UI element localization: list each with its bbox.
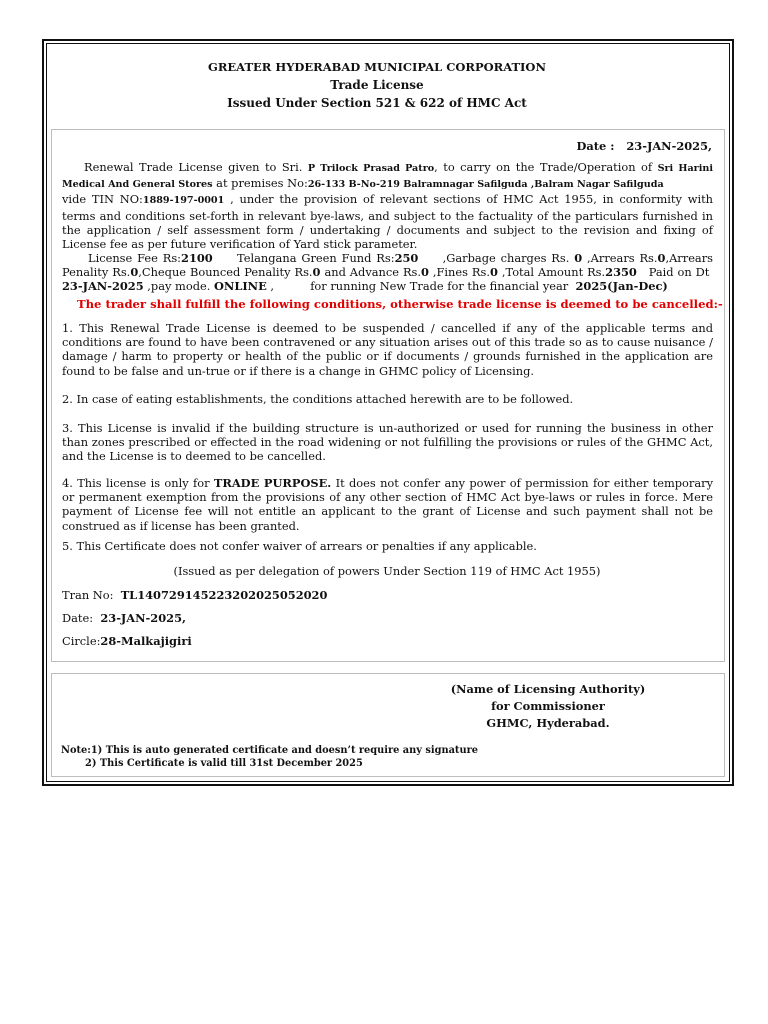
fines-label: ,Fines Rs. xyxy=(432,265,490,280)
financial-year: 2025(Jan-Dec) xyxy=(575,279,668,294)
section-title: Issued Under Section 521 & 622 of HMC Act xyxy=(227,96,527,110)
arrears-label: ,Arrears Rs. xyxy=(587,251,658,265)
circle-value: 28-Malkajigiri xyxy=(100,634,192,648)
renewal-text-4: vide TIN NO: xyxy=(62,192,143,207)
owner-name: P Trilock Prasad Patro xyxy=(307,163,435,174)
licensing-authority-for: for Commissioner xyxy=(491,699,605,713)
issue-date-label: Date : xyxy=(576,139,615,153)
circle-line xyxy=(62,634,192,648)
paymode-value: ONLINE xyxy=(213,279,267,294)
note-2: 2) This Certificate is valid till 31st December 2025 xyxy=(85,758,363,769)
cheque-value: 0 xyxy=(312,265,321,280)
total-value: 2350 xyxy=(605,265,637,280)
note-1: Note:1) This is auto generated certificate and doesn’t require any signature xyxy=(61,745,478,756)
advance-value: 0 xyxy=(421,265,429,280)
condition-4 xyxy=(62,476,713,533)
paid-label: Paid on xyxy=(648,265,692,280)
license-fee-label: License Fee Rs: xyxy=(88,251,182,265)
paymode-comma: , xyxy=(270,279,274,294)
cheque-label: ,Cheque Bounced Penality Rs. xyxy=(138,265,313,280)
issue-date-value: 23-JAN-2025, xyxy=(626,139,712,153)
org-title: GREATER HYDERABAD MUNICIPAL CORPORATION xyxy=(208,60,546,74)
delegation-note: (Issued as per delegation of powers Under Section 119 of HMC Act 1955) xyxy=(173,564,601,578)
renewal-paragraph xyxy=(62,160,713,251)
tin-number: 1889-197-0001 xyxy=(142,195,225,207)
renewal-text-2: , to carry on the Trade/Operation of xyxy=(434,160,653,174)
arrears-penalty-value: 0 xyxy=(130,265,139,280)
renewal-text-5: , under the provision of relevant sections of HMC Act 1955, in conformity with terms and conditions set-forth in relevant bye-laws, and subject to the factuality of the particulars furnished in the application / self assessment form / undertaking / documents and subject to the revision and fixing of License fee as per future verification of Yard stick parameter. xyxy=(62,192,714,252)
condition-4-text-b: It does not confer any power of permission for either temporary or permanent exemption from the provisions of any other section of HMC Act bye-laws or rules in force. Mere payment of License fee will not entitle an applicant to the grant of License and such payment shall not be construed as if license has been granted. xyxy=(62,476,714,533)
date2-value: 23-JAN-2025, xyxy=(100,611,186,625)
trade-purpose: TRADE PURPOSE. xyxy=(213,476,332,490)
condition-5: 5. This Certificate does not confer waiver of arrears or penalties if any applicable. xyxy=(62,539,537,553)
arrears-value: 0 xyxy=(657,251,666,265)
financial-year-label: for running New Trade for the financial year xyxy=(310,279,569,294)
advance-label: and Advance Rs. xyxy=(324,265,421,280)
condition-3: 3. This License is invalid if the building structure is un-authorized or used for running the business in other than zones prescribed or effected in the road widening or not fulfilling the provisions or rules of the GHMC Act, and the License is to deemed to be cancelled. xyxy=(62,421,713,464)
tran-label: Tran No: xyxy=(62,588,114,602)
green-fund-value: 250 xyxy=(394,251,419,265)
total-label: ,Total Amount Rs. xyxy=(501,265,606,280)
condition-2: 2. In case of eating establishments, the conditions attached herewith are to be followed. xyxy=(62,392,574,406)
date-line-2 xyxy=(62,611,186,625)
issue-date-line xyxy=(577,139,712,153)
circle-label: Circle: xyxy=(62,634,101,648)
condition-4-text-a: 4. This license is only for xyxy=(62,476,210,490)
paymode-label: ,pay mode. xyxy=(147,279,211,294)
licensing-authority-name: (Name of Licensing Authority) xyxy=(450,682,646,696)
tran-number: TL140729145223202025052020 xyxy=(120,588,328,602)
paid-date: 23-JAN-2025 xyxy=(62,279,144,294)
license-fee-value: 2100 xyxy=(181,251,213,265)
tran-line xyxy=(62,588,327,602)
date2-label: Date: xyxy=(62,611,94,625)
condition-1: 1. This Renewal Trade License is deemed to be suspended / cancelled if any of the applicable terms and conditions are found to have been contravened or any situation arises out of this trade so as to cause nuisance / damage / harm to property or health of the public or if documents / grounds furnished in the application are found to be false and un-true or if there is a change in GHMC policy of Licensing. xyxy=(62,321,713,378)
garbage-label: ,Garbage charges Rs. xyxy=(442,251,570,265)
green-fund-label: Telangana Green Fund Rs: xyxy=(237,251,395,265)
renewal-text-1: Renewal Trade License given to Sri. xyxy=(84,160,303,174)
licensing-authority-place: GHMC, Hyderabad. xyxy=(486,716,610,730)
doc-type-title: Trade License xyxy=(330,78,424,92)
business-name-part2: Medical And General Stores xyxy=(62,179,213,191)
fee-paragraph xyxy=(62,251,713,294)
premises-address: 26-133 B-No-219 Balramnagar Safilguda ,Balram Nagar Safilguda xyxy=(307,179,664,191)
business-name-part1: Sri Harini xyxy=(657,163,713,174)
dt-label: Dt xyxy=(695,265,710,280)
garbage-value: 0 xyxy=(574,251,583,265)
arrears-penalty-label: ,Arrears Penality Rs. xyxy=(62,251,714,280)
renewal-text-3: at premises No: xyxy=(216,176,308,191)
fines-value: 0 xyxy=(489,265,498,280)
conditions-heading: The trader shall fulfill the following conditions, otherwise trade license is deemed to be cancelled:- xyxy=(77,297,723,311)
